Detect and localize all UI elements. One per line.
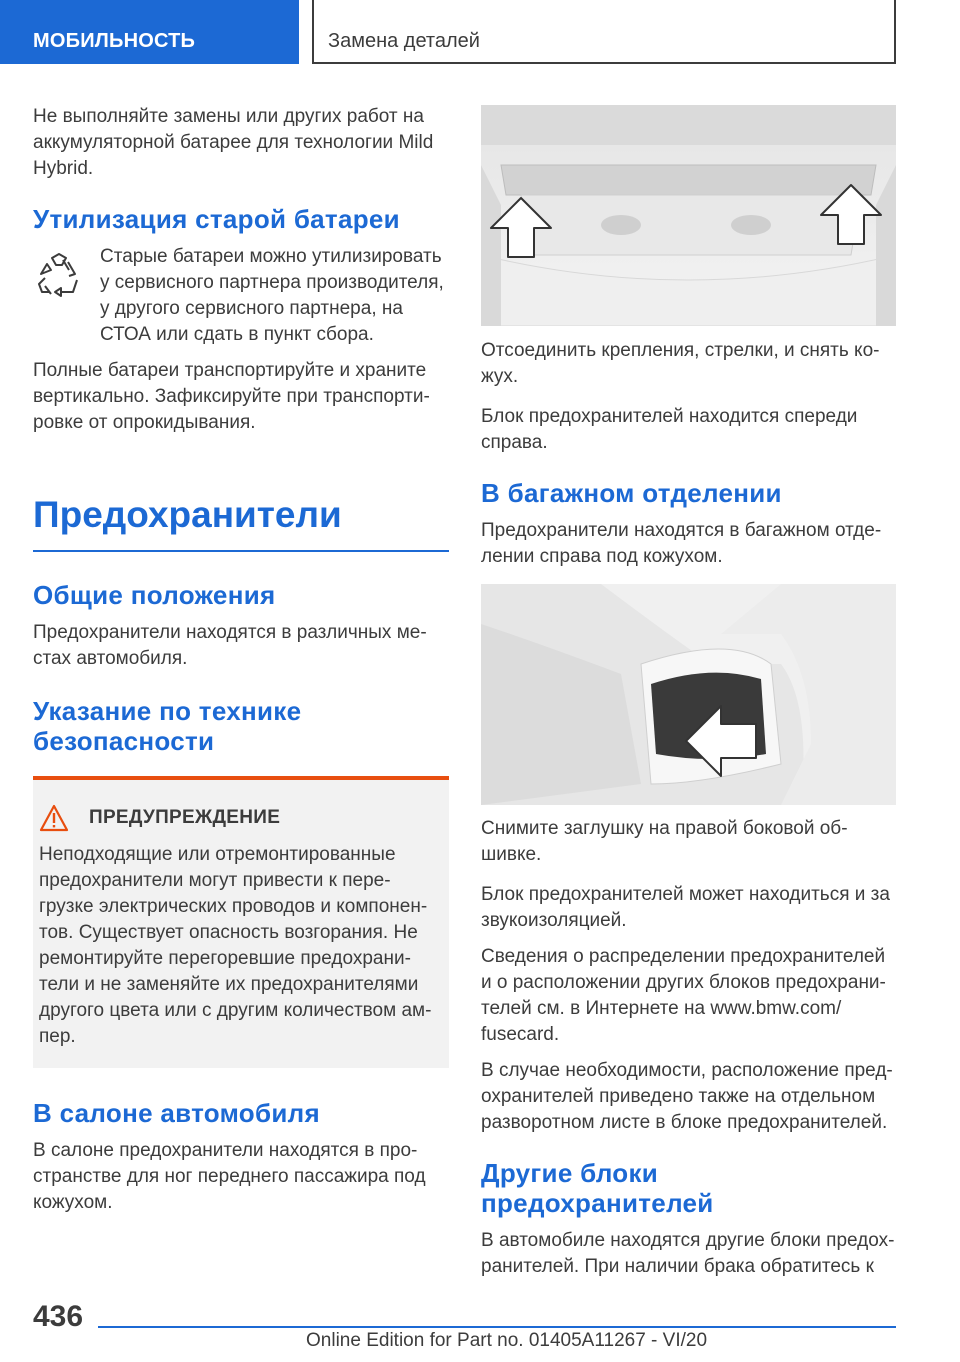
section-label: МОБИЛЬНОСТЬ: [33, 30, 196, 52]
caption-insulation: Блок предохранителей может находиться и за звукоизоляцией.: [481, 884, 890, 931]
recycle-icon: [33, 250, 85, 302]
trunk-heading: В багажном отделении: [481, 478, 782, 508]
caption-cover: Отсоединить крепления, стрелки, и снять кожух.: [481, 340, 880, 387]
disposal-heading: Утилизация старой батареи: [33, 204, 400, 234]
page-number: 436: [33, 1300, 84, 1333]
chapter-tab: [312, 0, 896, 64]
fuses-title: Предохранители: [33, 494, 342, 535]
warning-box: [33, 776, 449, 1068]
edition-text: Online Edition for Part no. 01405A11267 - VI/20: [306, 1330, 708, 1351]
chapter-label: Замена деталей: [328, 30, 480, 52]
warning-title-row: [39, 804, 435, 832]
disposal-block: [33, 244, 449, 348]
cabin-text: В салоне предохранители находятся в пространстве для ног переднего пассажира под кожухом.: [33, 1140, 426, 1213]
left-column: [33, 104, 449, 1216]
caption-fuse-location: Блок предохранителей находится спереди справа.: [481, 406, 858, 453]
intro-paragraph: Не выполняйте замены или других работ на аккумуляторной батарее для технологии Mild Hybrid.: [33, 106, 434, 179]
other-heading: Другие блоки предохранителей: [481, 1158, 714, 1218]
warning-triangle-icon: [39, 804, 69, 832]
other-text: В автомобиле находятся другие блоки предохранителей. При наличии брака обратитесь к: [481, 1230, 895, 1277]
cover-photo: [481, 105, 896, 326]
transport-text: Полные батареи транспортируйте и храните вертикально. Зафиксируйте при транспортировке от опрокидывания.: [33, 360, 430, 433]
info-paragraph-2: В случае необходимости, расположение предохранителей приведено также на отдельном разворотном листе в блоке предохранителей.: [481, 1060, 893, 1133]
title-rule: [33, 550, 449, 552]
trunk-illustration: [481, 584, 896, 805]
info-paragraph: Сведения о распределении предохранителей и о расположении других блоков предохранителей см. в Интернете на www.bmw.com/ fusecard.: [481, 946, 886, 1045]
safety-heading: Указание по технике безопасности: [33, 696, 302, 756]
cover-illustration: [481, 105, 896, 326]
right-column: [481, 338, 896, 570]
general-heading: Общие положения: [33, 580, 276, 610]
cabin-heading: В салоне автомобиля: [33, 1098, 320, 1128]
section-tab: [0, 0, 299, 64]
general-text: Предохранители находятся в различных местах автомобиля.: [33, 622, 427, 669]
trunk-text: Предохранители находятся в багажном отделении справа под кожухом.: [481, 520, 882, 567]
right-column-lower: [481, 816, 896, 1280]
warning-text: Неподходящие или отремонтированные предохранители могут привести к перегрузке электрических проводов и компонентов. Существует опасность возгорания. Не ремонтируйте перегоревшие предохранители и не заменяйте их предохранителями другого цвета или с другим количеством ампер.: [39, 844, 432, 1047]
footer-rule: [98, 1326, 896, 1328]
warning-title: ПРЕДУПРЕЖДЕНИЕ: [89, 807, 281, 828]
trunk-photo: [481, 584, 896, 805]
caption-plug: Снимите заглушку на правой боковой обшивке.: [481, 818, 848, 865]
disposal-text: Старые батареи можно утилизировать у сервисного партнера производителя, у другого сервисного партнера, на СТОА или сдать в пункт сбора.: [100, 246, 444, 345]
